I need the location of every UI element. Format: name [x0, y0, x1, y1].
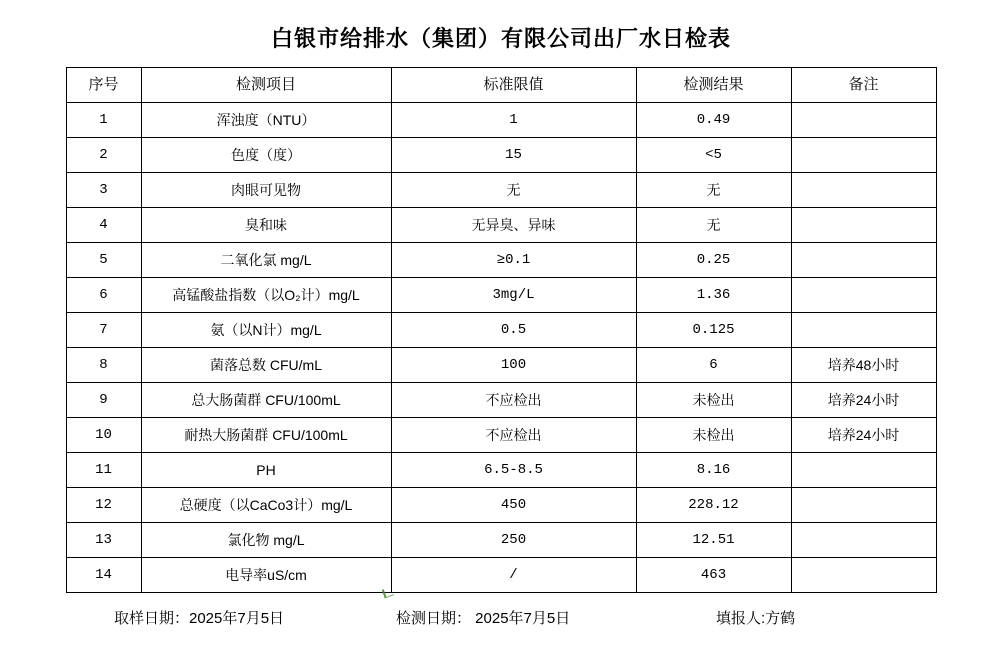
cell-index: 10: [66, 418, 141, 453]
cell-result: 228.12: [636, 488, 791, 523]
cell-note: [791, 138, 936, 173]
cell-note: [791, 313, 936, 348]
cell-result: 未检出: [636, 383, 791, 418]
cell-note: [791, 488, 936, 523]
table-row: [66, 208, 936, 243]
header-note: 备注: [791, 68, 936, 103]
cell-result: 1.36: [636, 278, 791, 313]
cell-limit: 无: [391, 173, 636, 208]
water-quality-table: [66, 67, 937, 593]
test-date: 检测日期： 2025年7月5日: [396, 610, 571, 627]
cell-index: 11: [66, 453, 141, 488]
cell-item: 浑浊度（NTU）: [141, 103, 391, 138]
cell-index: 6: [66, 278, 141, 313]
table-row: [66, 383, 936, 418]
cell-note: [791, 558, 936, 593]
cell-item: 耐热大肠菌群 CFU/100mL: [141, 418, 391, 453]
sample-date: 取样日期：2025年7月5日: [114, 610, 285, 627]
table-row: [66, 278, 936, 313]
cell-item: 氯化物 mg/L: [141, 523, 391, 558]
cell-note: 培养48小时: [791, 348, 936, 383]
cell-note: 培养24小时: [791, 383, 936, 418]
cell-note: [791, 208, 936, 243]
cell-item: 色度（度）: [141, 138, 391, 173]
header-index: 序号: [66, 68, 141, 103]
header-limit: 标准限值: [391, 68, 636, 103]
cell-limit: /: [391, 558, 636, 593]
cell-result: 463: [636, 558, 791, 593]
cell-limit: 0.5: [391, 313, 636, 348]
cell-result: 未检出: [636, 418, 791, 453]
cell-result: 0.49: [636, 103, 791, 138]
cell-result: <5: [636, 138, 791, 173]
cell-item: 电导率uS/cm: [141, 558, 391, 593]
cell-result: 0.125: [636, 313, 791, 348]
table-header-row: [66, 68, 936, 103]
cell-limit: 6.5-8.5: [391, 453, 636, 488]
header-result: 检测结果: [636, 68, 791, 103]
cell-item: 肉眼可见物: [141, 173, 391, 208]
cell-item: PH: [141, 453, 391, 488]
cell-limit: 450: [391, 488, 636, 523]
cell-limit: 无异臭、异味: [391, 208, 636, 243]
cell-index: 3: [66, 173, 141, 208]
cell-index: 1: [66, 103, 141, 138]
table-body: [66, 103, 936, 593]
cell-item: 菌落总数 CFU/mL: [141, 348, 391, 383]
footer: [66, 593, 936, 628]
table-row: [66, 488, 936, 523]
table-row: [66, 138, 936, 173]
cell-item: 二氧化氯 mg/L: [141, 243, 391, 278]
cell-note: [791, 523, 936, 558]
table-row: [66, 523, 936, 558]
table-row: [66, 313, 936, 348]
page-title: 白银市给排水（集团）有限公司出厂水日检表: [270, 26, 731, 51]
table-row: [66, 558, 936, 593]
cell-result: 12.51: [636, 523, 791, 558]
cell-index: 12: [66, 488, 141, 523]
cell-item: 高锰酸盐指数（以O₂计）mg/L: [141, 278, 391, 313]
cell-note: [791, 278, 936, 313]
cell-result: 0.25: [636, 243, 791, 278]
cell-limit: 不应检出: [391, 418, 636, 453]
table-row: [66, 348, 936, 383]
cell-limit: ≥0.1: [391, 243, 636, 278]
reporter-name: 填报人:方鹤: [716, 610, 796, 627]
cell-index: 8: [66, 348, 141, 383]
cell-note: 培养24小时: [791, 418, 936, 453]
cell-item: 总硬度（以CaCo3计）mg/L: [141, 488, 391, 523]
header-item: 检测项目: [141, 68, 391, 103]
cell-result: 8.16: [636, 453, 791, 488]
cell-note: [791, 453, 936, 488]
cell-item: 氨（以N计）mg/L: [141, 313, 391, 348]
cell-note: [791, 103, 936, 138]
table-row: [66, 453, 936, 488]
cell-limit: 250: [391, 523, 636, 558]
cell-index: 7: [66, 313, 141, 348]
cell-limit: 100: [391, 348, 636, 383]
cell-item: 总大肠菌群 CFU/100mL: [141, 383, 391, 418]
table-row: [66, 173, 936, 208]
table-row: [66, 243, 936, 278]
table-row: [66, 418, 936, 453]
cell-result: 无: [636, 173, 791, 208]
cell-limit: 1: [391, 103, 636, 138]
cell-index: 14: [66, 558, 141, 593]
cell-index: 5: [66, 243, 141, 278]
cell-index: 13: [66, 523, 141, 558]
cell-item: 臭和味: [141, 208, 391, 243]
cell-index: 4: [66, 208, 141, 243]
cell-limit: 3mg/L: [391, 278, 636, 313]
cell-note: [791, 173, 936, 208]
cell-result: 6: [636, 348, 791, 383]
cell-index: 2: [66, 138, 141, 173]
cell-result: 无: [636, 208, 791, 243]
cell-index: 9: [66, 383, 141, 418]
table-row: [66, 103, 936, 138]
cell-limit: 15: [391, 138, 636, 173]
cell-note: [791, 243, 936, 278]
cell-limit: 不应检出: [391, 383, 636, 418]
